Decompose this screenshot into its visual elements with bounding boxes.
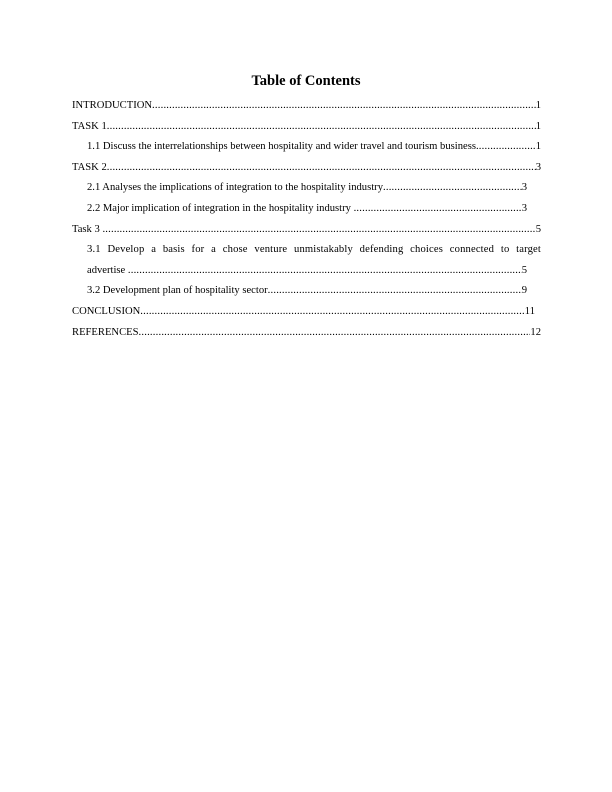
toc-page-number: 3 [521,202,527,214]
toc-entry-label-line1: 3.1 Develop a basis for a chose venture unmistakably defending choices connected to target [87,244,541,256]
toc-leader-dots [140,302,525,323]
toc-leader-dots [139,323,531,344]
toc-entry-label: TASK 1 [72,120,107,132]
toc-page-number: 3 [521,182,527,194]
toc-leader-dots [354,199,522,220]
toc-page-number: 11 [524,305,535,317]
toc-entry-label: CONCLUSION [72,305,141,317]
toc-leader-dots [107,117,536,138]
toc-page-number: 1 [535,141,541,153]
page-title: Table of Contents [251,73,361,89]
toc-page-number: 5 [521,264,527,276]
toc-entry-label: TASK 2 [72,161,107,173]
toc-leader-dots [268,281,522,302]
table-of-contents [72,96,541,343]
toc-entry-label: 2.1 Analyses the implications of integration to the hospitality industry [87,182,383,194]
toc-entry-2-2[interactable] [72,199,541,220]
toc-entry-introduction[interactable] [72,96,541,117]
toc-entry-label: 3.2 Development plan of hospitality sector [87,285,268,297]
toc-entry-label: 1.1 Discuss the interrelationships between hospitality and wider travel and tourism business [87,141,476,153]
toc-entry-label: Task 3 [72,223,103,235]
toc-page-number: 3 [535,161,541,173]
toc-page-number: 12 [530,326,541,338]
toc-entry-label-line2-row [87,261,541,282]
toc-leader-dots [107,158,536,179]
toc-entry-label: REFERENCES [72,326,139,338]
toc-entry-label: 2.2 Major implication of integration in the hospitality industry [87,202,354,214]
toc-entry-2-1[interactable] [72,178,541,199]
toc-entry-conclusion[interactable] [72,302,541,323]
toc-entry-label-line2: advertise [87,264,128,276]
toc-leader-dots [152,96,536,117]
toc-entry-task-3[interactable] [72,220,541,241]
toc-entry-3-2[interactable] [72,281,541,302]
toc-leader-dots [476,137,536,158]
toc-leader-dots [383,178,522,199]
toc-entry-1-1[interactable] [72,137,541,158]
toc-leader-dots [128,261,522,282]
toc-entry-references[interactable] [72,323,541,344]
toc-entry-task-2[interactable] [72,158,541,179]
toc-entry-label: INTRODUCTION [72,100,153,111]
toc-entry-task-1[interactable] [72,117,541,138]
toc-page-number: 5 [535,223,541,235]
toc-leader-dots [102,220,535,241]
toc-page-number: 1 [535,100,541,111]
toc-entry-3-1[interactable] [72,240,541,281]
toc-page-number: 9 [521,285,527,297]
toc-page-number: 1 [535,120,541,132]
